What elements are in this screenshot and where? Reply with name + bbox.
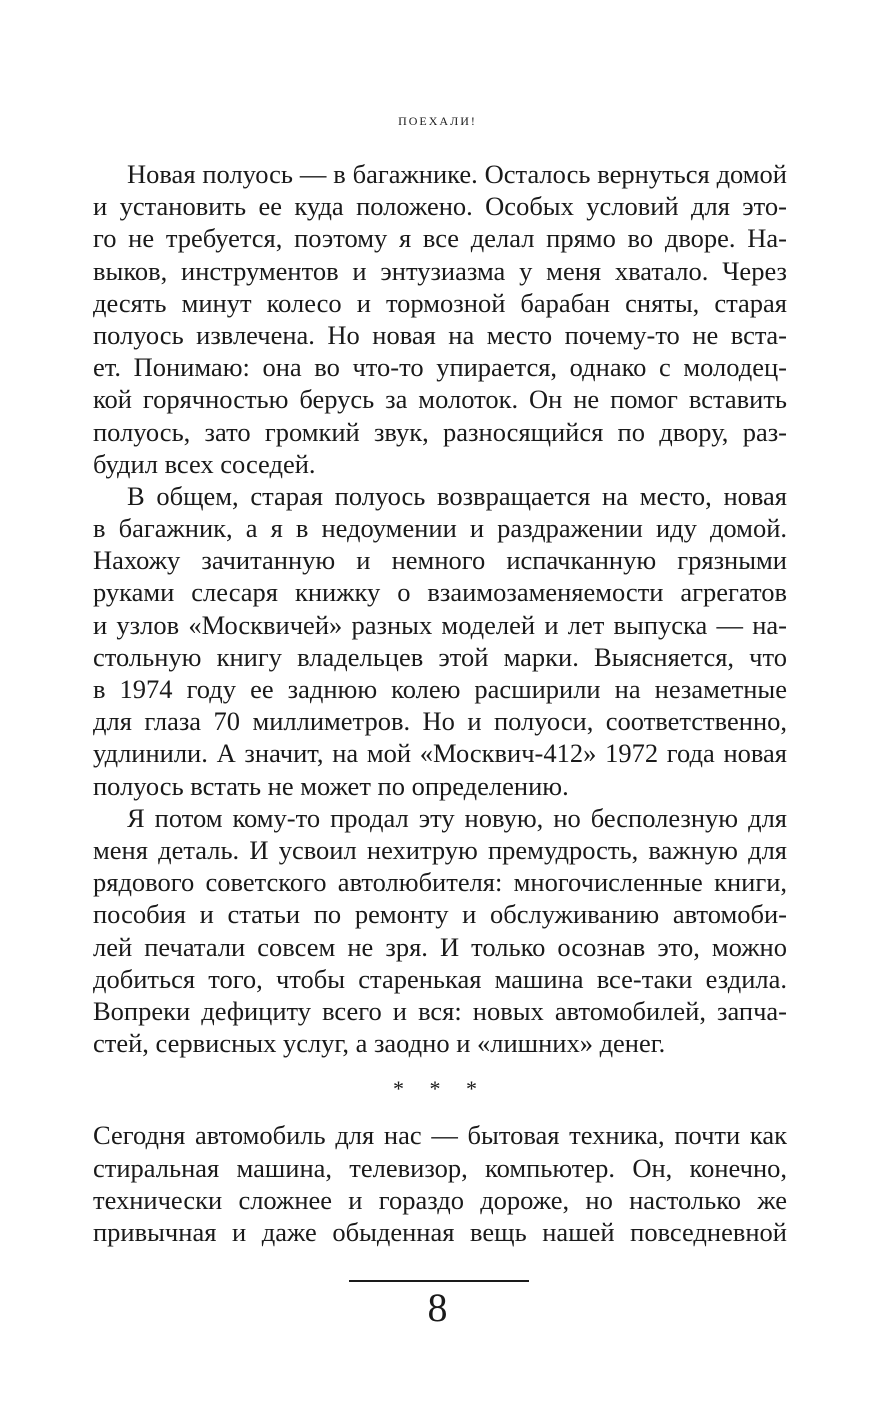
- text-line: в 1974 году ее заднюю колею расширили на незаметные: [93, 674, 787, 704]
- page-number: 8: [427, 1285, 448, 1330]
- text-line: лей печатали совсем не зря. И только осознав это, можно: [93, 931, 787, 962]
- text-line: го не требуется, поэтому я все делал прямо во дворе. На-: [93, 223, 787, 254]
- text-line: в багажник, а я в недоумении и раздражении иду домой.: [93, 513, 787, 544]
- text-line: В общем, старая полуось возвращается на место, новая: [127, 480, 787, 511]
- folio-rule: [349, 1280, 529, 1282]
- section-separator: * * *: [393, 1076, 487, 1102]
- paragraph: [93, 480, 787, 802]
- text-line: полуось встать не может по определению.: [93, 770, 569, 801]
- text-line: для глаза 70 миллиметров. Но и полуоси, соответственно,: [93, 706, 787, 737]
- text-line: выков, инструментов и энтузиазма у меня хватало. Через: [93, 255, 787, 286]
- text-line: стиральная машина, телевизор, компьютер. Он, конечно,: [93, 1152, 787, 1183]
- text-line: стей, сервисных услуг, а заодно и «лишних» денег.: [93, 1028, 666, 1059]
- paragraph: [93, 158, 787, 480]
- text-line: Новая полуось — в багажнике. Осталось вернуться домой: [127, 159, 787, 189]
- text-line: рядового советского автолюбителя: многочисленные книги,: [93, 867, 787, 898]
- text-line: и узлов «Москвичей» разных моделей и лет выпуска — на-: [93, 609, 787, 640]
- text-line: Я потом кому-то продал эту новую, но бесполезную для: [127, 802, 787, 833]
- text-line: полуось извлечена. Но новая на место почему-то не встa-: [93, 319, 787, 350]
- running-head: ПОЕХАЛИ!: [398, 114, 477, 128]
- text-line: Сегодня автомобиль для нас — бытовая техника, почти как: [93, 1120, 787, 1151]
- text-line: Нахожу зачитанную и немного испачканную грязными: [93, 545, 787, 576]
- text-line: добиться того, чтобы старенькая машина все-таки ездила.: [93, 963, 787, 994]
- text-line: десять минут колесо и тормозной барабан сняты, старая: [93, 287, 787, 318]
- paragraph: [93, 802, 787, 1060]
- text-line: пособия и статьи по ремонту и обслуживанию автомоби-: [93, 899, 787, 930]
- text-line: полуось, зато громкий звук, разносящийся по двору, раз-: [93, 416, 787, 447]
- text-line: будил всех соседей.: [93, 448, 316, 479]
- text-line: меня деталь. И усвоил нехитрую премудрость, важную для: [93, 834, 787, 865]
- text-line: и установить ее куда положено. Особых условий для это-: [93, 191, 787, 222]
- text-line: Вопреки дефициту всего и вся: новых автомобилей, запча-: [93, 995, 787, 1026]
- paragraph: [93, 1119, 787, 1248]
- text-line: ет. Понимаю: она во что-то упирается, однако с молодец-: [93, 352, 787, 383]
- text-line: руками слесаря книжку о взаимозаменяемости агрегатов: [93, 577, 787, 608]
- text-line: привычная и даже обыденная вещь нашей повседневной: [93, 1217, 787, 1247]
- text-line: стольную книгу владельцев этой марки. Выясняется, что: [93, 641, 787, 672]
- body-text: [93, 158, 787, 1248]
- text-line: удлинили. А значит, на мой «Москвич-412» 1972 года новая: [93, 738, 787, 769]
- text-line: кой горячностью берусь за молоток. Он не помог вставить: [93, 384, 787, 415]
- text-line: технически сложнее и гораздо дороже, но настолько же: [93, 1184, 787, 1215]
